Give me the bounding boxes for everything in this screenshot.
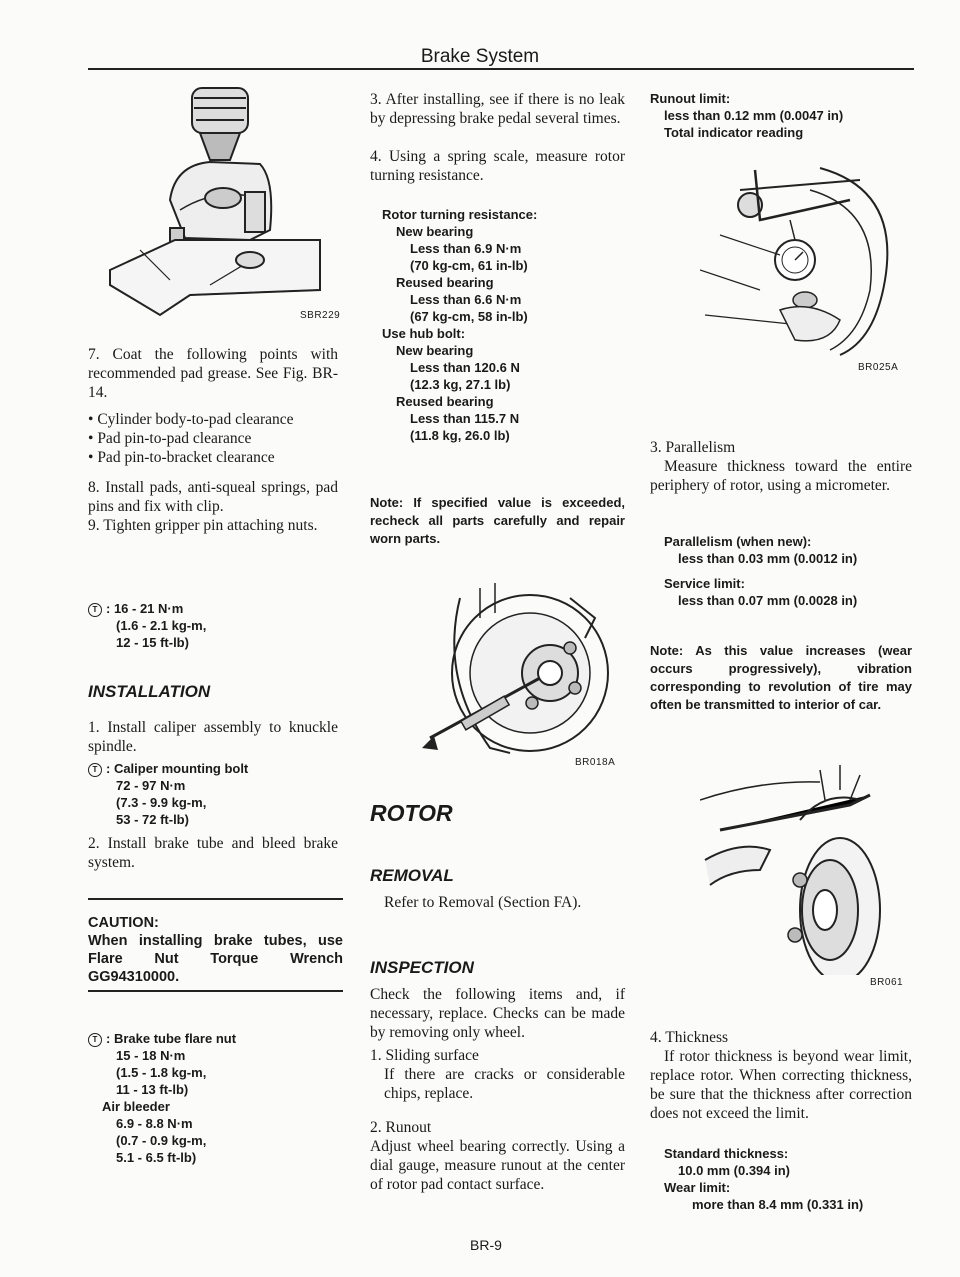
- item-2-text: Adjust wheel bearing correctly. Using a dial gauge, measure runout at the center of rotor pad contact surface.: [370, 1138, 625, 1193]
- caution-text: When installing brake tubes, use Flare Nut Torque Wrench GG94310000.: [88, 933, 343, 985]
- inspection-heading: INSPECTION: [370, 958, 474, 977]
- note-exceeded: Note: If specified value is exceeded, recheck all parts carefully and repair worn parts.: [370, 495, 625, 546]
- hub-scale-illustration: [420, 578, 615, 768]
- torque-icon: T: [88, 603, 102, 617]
- bullet-item: • Pad pin-to-bracket clearance: [88, 449, 275, 466]
- item-4-title: 4. Thickness: [650, 1029, 729, 1046]
- item-3-text: Measure thickness toward the entire periphery of rotor, using a micrometer.: [650, 458, 912, 494]
- torque-spec-flare-nut: T : Brake tube flare nut 15 - 18 N·m (1.5 - 1.8 kg-m, 11 - 13 ft-lb) Air bleeder 6.9 - 8.8 N·m (0.7 - 0.9 kg-m, 5.1 - 6.5 ft-lb): [88, 1030, 236, 1166]
- micrometer-illustration: [700, 760, 895, 975]
- install-step-1: 1. Install caliper assembly to knuckle spindle.: [88, 719, 338, 755]
- install-step-2: 2. Install brake tube and bleed brake system.: [88, 835, 338, 871]
- note-vibration: Note: As this value increases (wear occurs progressively), vibration corresponding to revolution of tire may often be transmitted to interior of car.: [650, 643, 912, 712]
- item-2-title: 2. Runout: [370, 1119, 432, 1136]
- item-1-title: 1. Sliding surface: [370, 1047, 479, 1064]
- rotor-heading: ROTOR: [370, 800, 453, 826]
- fig-label-br061: BR061: [870, 977, 904, 988]
- item-4-text: If rotor thickness is beyond wear limit, replace rotor. When correcting thickness, be sure that the thickness after correction does not exceed the limit.: [650, 1048, 912, 1122]
- caution-box: [88, 914, 343, 986]
- caution-rule-bottom: [88, 990, 343, 992]
- caution-title: CAUTION:: [88, 915, 159, 931]
- rotor-resistance-spec: Rotor turning resistance: New bearing Less than 6.9 N·m (70 kg-cm, 61 in-lb) Reused bearing Less than 6.6 N·m (67 kg-cm, 58 in-lb) Use hub bolt: New bearing Less than 120.6 N (12.3 kg, 27.1 lb) Reused bearing Less than 115.7 N (11.8 kg, 26.0 lb): [382, 207, 538, 443]
- step-7: 7. Coat the following points with recommended pad grease. See Fig. BR-14.: [88, 346, 338, 401]
- bullet-item: • Cylinder body-to-pad clearance: [88, 411, 294, 428]
- thickness-spec: Standard thickness: 10.0 mm (0.394 in) Wear limit: more than 8.4 mm (0.331 in): [664, 1146, 864, 1212]
- parallelism-spec: Parallelism (when new): less than 0.03 mm (0.0012 in) Service limit: less than 0.07 mm (0.0028 in): [664, 534, 858, 608]
- torque-spec-caliper: T : Caliper mounting bolt 72 - 97 N·m (7.3 - 9.9 kg-m, 53 - 72 ft-lb): [88, 760, 248, 828]
- removal-text: Refer to Removal (Section FA).: [384, 894, 582, 911]
- caution-rule-top: [88, 898, 343, 900]
- step-4: 4. Using a spring scale, measure rotor turning resistance.: [370, 148, 625, 184]
- torque-icon: T: [88, 763, 102, 777]
- caliper-illustration: [100, 80, 345, 325]
- step-8: 8. Install pads, anti-squeal springs, pad pins and fix with clip.: [88, 479, 338, 515]
- runout-limit-spec: Runout limit: less than 0.12 mm (0.0047 in) Total indicator reading: [650, 91, 844, 140]
- header-rule: [88, 68, 914, 70]
- page-number: BR-9: [470, 1237, 502, 1253]
- item-1-text: If there are cracks or considerable chips, replace.: [384, 1066, 625, 1102]
- fig-label-sbr229: SBR229: [300, 310, 341, 321]
- bullet-list: [88, 410, 348, 467]
- dial-gauge-illustration: [700, 160, 900, 360]
- fig-label-br018a: BR018A: [575, 757, 616, 768]
- torque-spec-gripper: T : 16 - 21 N·m (1.6 - 2.1 kg-m, 12 - 15 ft-lb): [88, 600, 206, 651]
- page-title: Brake System: [420, 46, 540, 67]
- inspection-text: Check the following items and, if necessary, replace. Checks can be made by removing only wheel.: [370, 986, 625, 1041]
- fig-label-br025a: BR025A: [858, 362, 899, 373]
- bullet-item: • Pad pin-to-pad clearance: [88, 430, 252, 447]
- item-3-title: 3. Parallelism: [650, 439, 736, 456]
- installation-heading: INSTALLATION: [88, 682, 211, 701]
- step-3: 3. After installing, see if there is no leak by depressing brake pedal several times.: [370, 91, 625, 127]
- torque-icon: T: [88, 1033, 102, 1047]
- step-9: 9. Tighten gripper pin attaching nuts.: [88, 517, 318, 534]
- removal-heading: REMOVAL: [370, 866, 454, 885]
